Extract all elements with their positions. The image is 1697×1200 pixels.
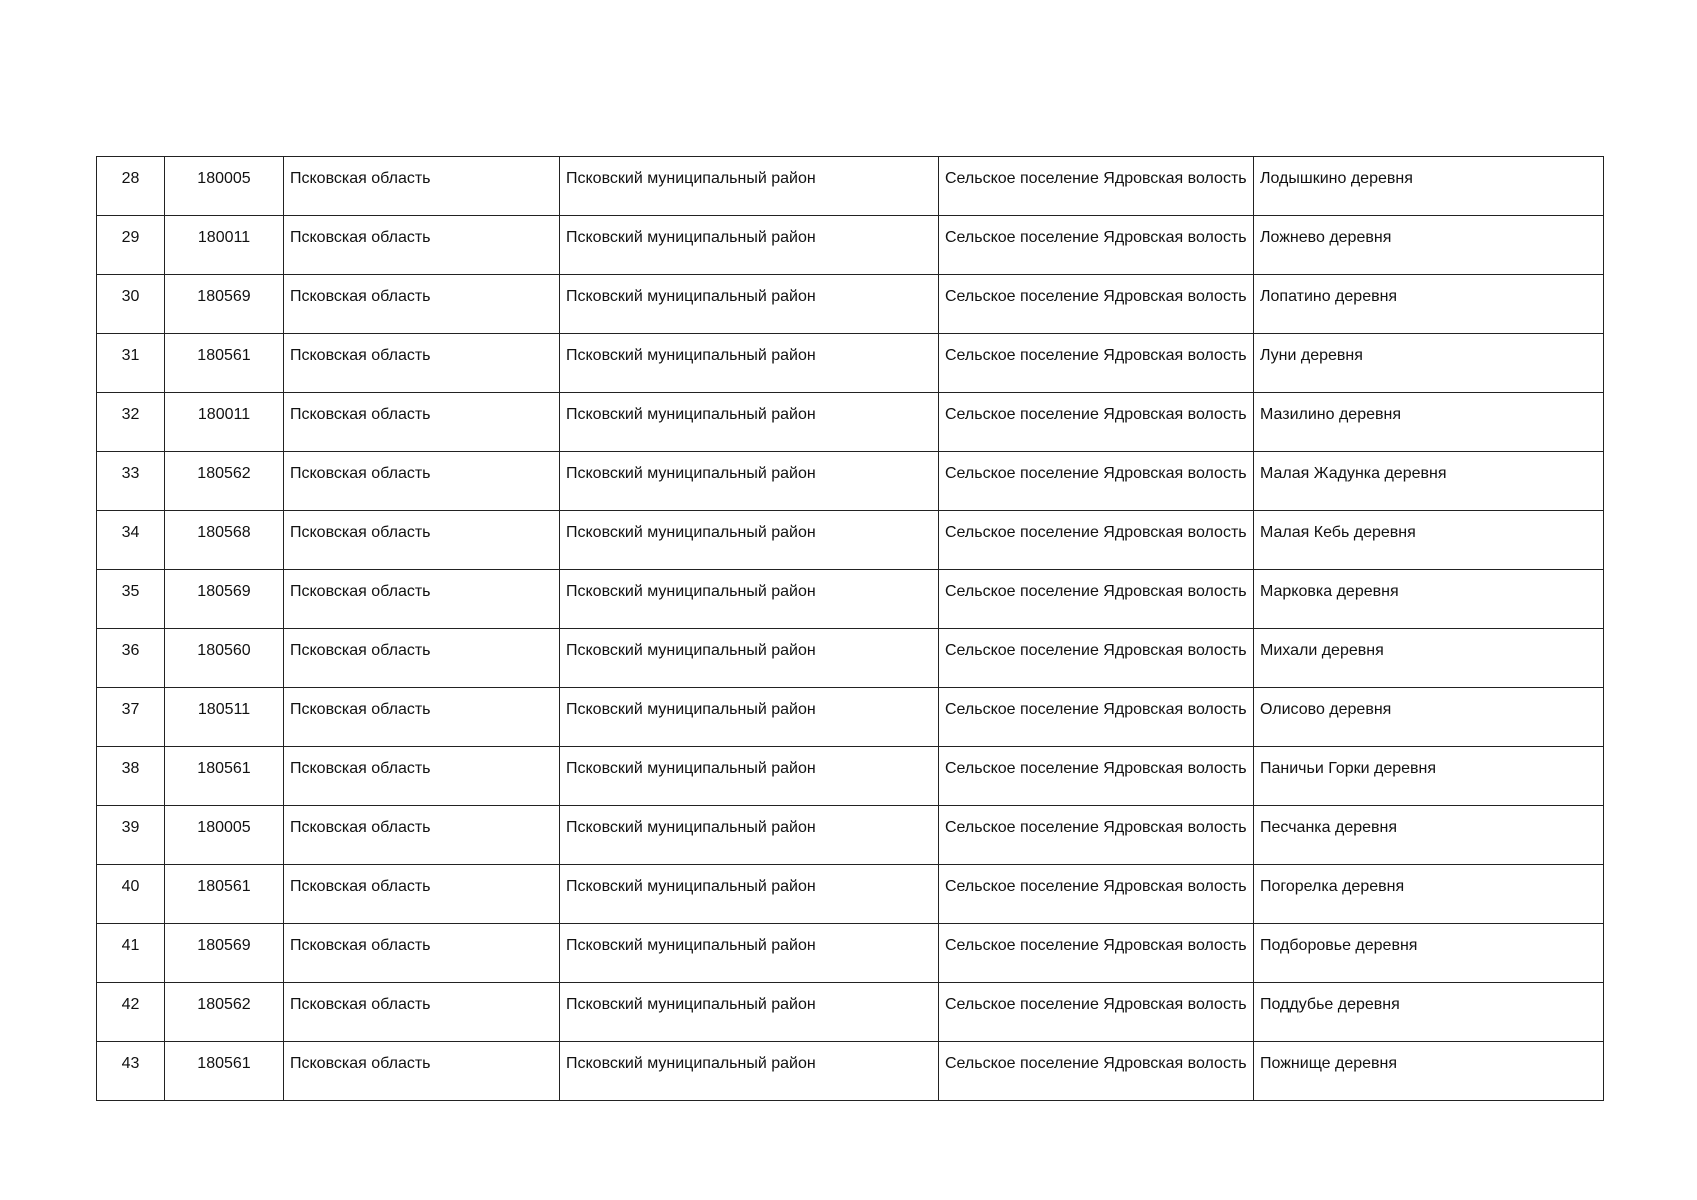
table-row	[97, 334, 1604, 393]
district-cell: Псковский муниципальный район	[560, 452, 939, 511]
region-cell: Псковская область	[284, 865, 560, 924]
table-row	[97, 452, 1604, 511]
region-cell: Псковская область	[284, 393, 560, 452]
table-row	[97, 983, 1604, 1042]
locality-cell: Лопатино деревня	[1254, 275, 1604, 334]
postal-code-cell: 180005	[165, 157, 284, 216]
settlement-cell: Сельское поселение Ядровская волость	[939, 393, 1254, 452]
settlement-cell: Сельское поселение Ядровская волость	[939, 511, 1254, 570]
region-cell: Псковская область	[284, 570, 560, 629]
row-number-cell: 42	[97, 983, 165, 1042]
table-row	[97, 629, 1604, 688]
district-cell: Псковский муниципальный район	[560, 570, 939, 629]
district-cell: Псковский муниципальный район	[560, 806, 939, 865]
locality-cell: Михали деревня	[1254, 629, 1604, 688]
district-cell: Псковский муниципальный район	[560, 747, 939, 806]
district-cell: Псковский муниципальный район	[560, 157, 939, 216]
settlement-cell: Сельское поселение Ядровская волость	[939, 688, 1254, 747]
table-row	[97, 806, 1604, 865]
table-row	[97, 393, 1604, 452]
postal-code-cell: 180561	[165, 1042, 284, 1101]
district-cell: Псковский муниципальный район	[560, 629, 939, 688]
postal-code-cell: 180511	[165, 688, 284, 747]
settlement-cell: Сельское поселение Ядровская волость	[939, 865, 1254, 924]
region-cell: Псковская область	[284, 216, 560, 275]
district-cell: Псковский муниципальный район	[560, 924, 939, 983]
table-row	[97, 511, 1604, 570]
row-number-cell: 35	[97, 570, 165, 629]
district-cell: Псковский муниципальный район	[560, 334, 939, 393]
locality-cell: Малая Жадунка деревня	[1254, 452, 1604, 511]
table-row	[97, 865, 1604, 924]
district-cell: Псковский муниципальный район	[560, 275, 939, 334]
row-number-cell: 36	[97, 629, 165, 688]
postal-code-cell: 180560	[165, 629, 284, 688]
postal-code-cell: 180569	[165, 275, 284, 334]
locality-cell: Олисово деревня	[1254, 688, 1604, 747]
row-number-cell: 30	[97, 275, 165, 334]
settlement-cell: Сельское поселение Ядровская волость	[939, 983, 1254, 1042]
row-number-cell: 38	[97, 747, 165, 806]
settlement-cell: Сельское поселение Ядровская волость	[939, 747, 1254, 806]
postal-code-cell: 180562	[165, 983, 284, 1042]
locality-cell: Подборовье деревня	[1254, 924, 1604, 983]
settlement-cell: Сельское поселение Ядровская волость	[939, 275, 1254, 334]
row-number-cell: 31	[97, 334, 165, 393]
postal-code-cell: 180569	[165, 570, 284, 629]
postal-code-cell: 180569	[165, 924, 284, 983]
locality-cell: Паничьи Горки деревня	[1254, 747, 1604, 806]
locality-cell: Песчанка деревня	[1254, 806, 1604, 865]
district-cell: Псковский муниципальный район	[560, 688, 939, 747]
settlement-cell: Сельское поселение Ядровская волость	[939, 1042, 1254, 1101]
region-cell: Псковская область	[284, 157, 560, 216]
row-number-cell: 41	[97, 924, 165, 983]
postal-code-cell: 180011	[165, 216, 284, 275]
row-number-cell: 40	[97, 865, 165, 924]
table-row	[97, 275, 1604, 334]
postal-code-cell: 180568	[165, 511, 284, 570]
locality-cell: Погорелка деревня	[1254, 865, 1604, 924]
postal-code-cell: 180561	[165, 334, 284, 393]
row-number-cell: 29	[97, 216, 165, 275]
district-cell: Псковский муниципальный район	[560, 216, 939, 275]
locality-cell: Пожнище деревня	[1254, 1042, 1604, 1101]
district-cell: Псковский муниципальный район	[560, 511, 939, 570]
region-cell: Псковская область	[284, 334, 560, 393]
table-body	[97, 157, 1604, 1101]
region-cell: Псковская область	[284, 688, 560, 747]
region-cell: Псковская область	[284, 511, 560, 570]
district-cell: Псковский муниципальный район	[560, 865, 939, 924]
postal-code-cell: 180561	[165, 865, 284, 924]
table-row	[97, 747, 1604, 806]
postal-code-cell: 180011	[165, 393, 284, 452]
row-number-cell: 34	[97, 511, 165, 570]
region-cell: Псковская область	[284, 983, 560, 1042]
region-cell: Псковская область	[284, 1042, 560, 1101]
settlement-cell: Сельское поселение Ядровская волость	[939, 629, 1254, 688]
region-cell: Псковская область	[284, 629, 560, 688]
region-cell: Псковская область	[284, 452, 560, 511]
row-number-cell: 32	[97, 393, 165, 452]
region-cell: Псковская область	[284, 806, 560, 865]
table-row	[97, 157, 1604, 216]
row-number-cell: 33	[97, 452, 165, 511]
locality-cell: Лодышкино деревня	[1254, 157, 1604, 216]
row-number-cell: 28	[97, 157, 165, 216]
row-number-cell: 39	[97, 806, 165, 865]
locality-cell: Марковка деревня	[1254, 570, 1604, 629]
postal-code-cell: 180005	[165, 806, 284, 865]
settlement-cell: Сельское поселение Ядровская волость	[939, 924, 1254, 983]
table-row	[97, 1042, 1604, 1101]
region-cell: Псковская область	[284, 747, 560, 806]
locality-cell: Мазилино деревня	[1254, 393, 1604, 452]
table-row	[97, 570, 1604, 629]
settlement-table	[96, 156, 1604, 1101]
row-number-cell: 43	[97, 1042, 165, 1101]
settlement-cell: Сельское поселение Ядровская волость	[939, 806, 1254, 865]
settlement-cell: Сельское поселение Ядровская волость	[939, 157, 1254, 216]
locality-cell: Малая Кебь деревня	[1254, 511, 1604, 570]
region-cell: Псковская область	[284, 924, 560, 983]
district-cell: Псковский муниципальный район	[560, 1042, 939, 1101]
postal-code-cell: 180562	[165, 452, 284, 511]
region-cell: Псковская область	[284, 275, 560, 334]
locality-cell: Поддубье деревня	[1254, 983, 1604, 1042]
row-number-cell: 37	[97, 688, 165, 747]
table-row	[97, 688, 1604, 747]
district-cell: Псковский муниципальный район	[560, 393, 939, 452]
district-cell: Псковский муниципальный район	[560, 983, 939, 1042]
settlement-cell: Сельское поселение Ядровская волость	[939, 334, 1254, 393]
postal-code-cell: 180561	[165, 747, 284, 806]
locality-cell: Луни деревня	[1254, 334, 1604, 393]
settlement-cell: Сельское поселение Ядровская волость	[939, 452, 1254, 511]
table-row	[97, 216, 1604, 275]
table-row	[97, 924, 1604, 983]
settlement-cell: Сельское поселение Ядровская волость	[939, 216, 1254, 275]
settlement-cell: Сельское поселение Ядровская волость	[939, 570, 1254, 629]
locality-cell: Ложнево деревня	[1254, 216, 1604, 275]
